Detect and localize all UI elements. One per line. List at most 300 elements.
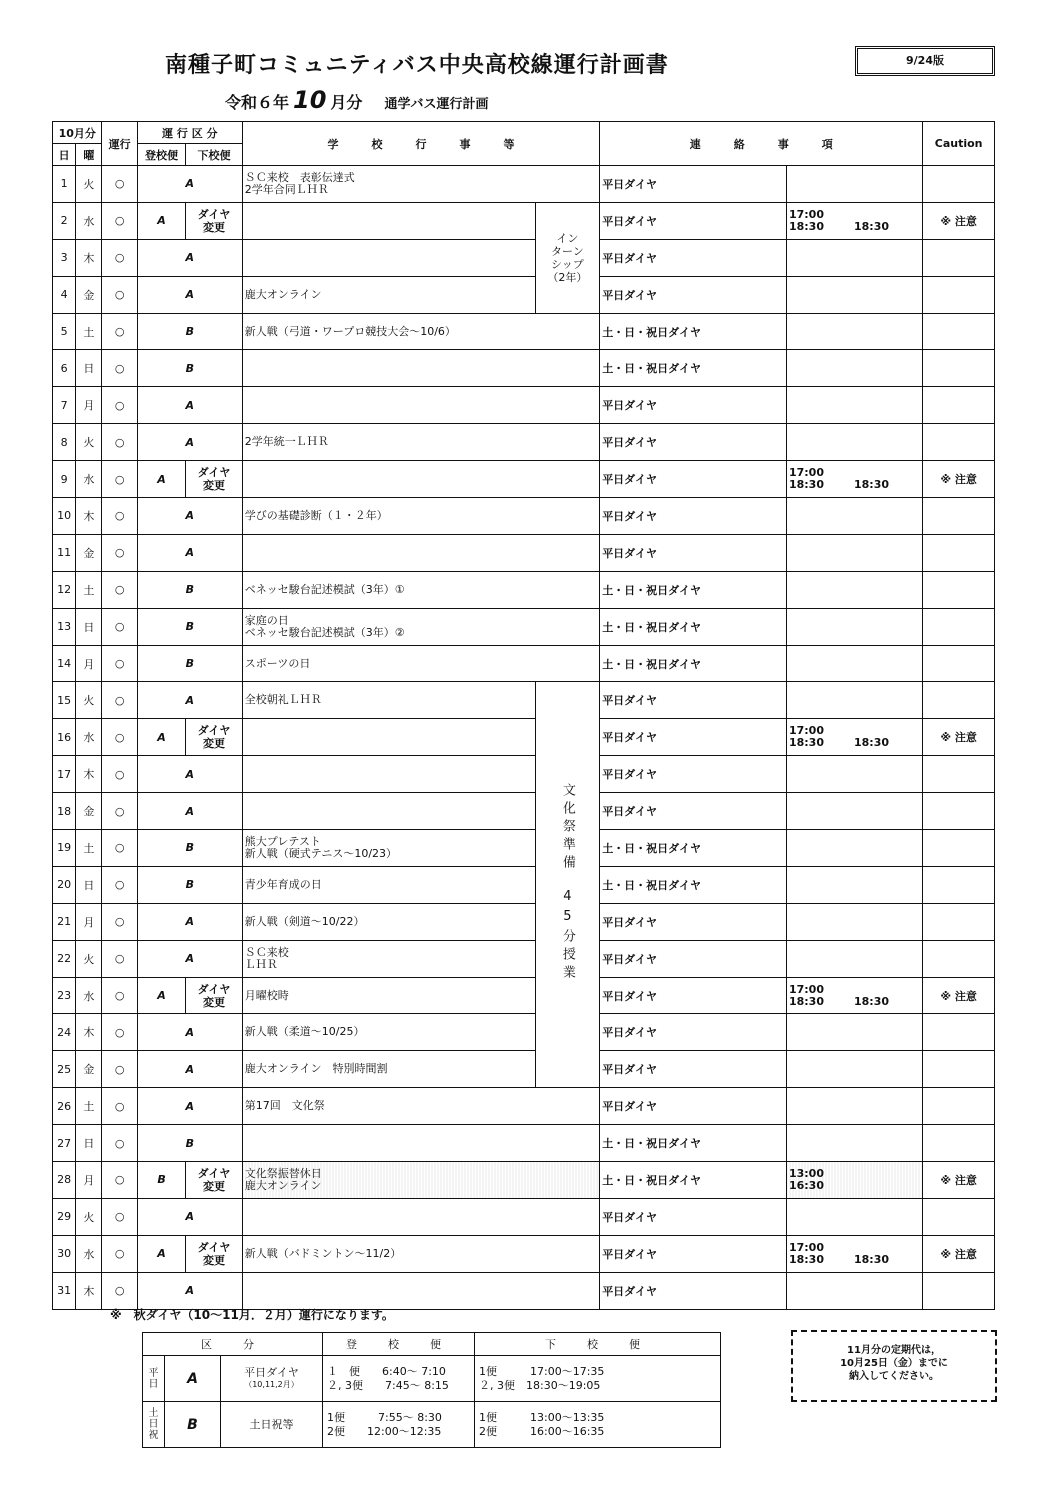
event-cell: 全校朝礼ＬＨＲ — [242, 682, 535, 719]
operation-diagram-cell: 平日ダイヤ — [600, 276, 787, 313]
event-cell: 鹿大オンライン 特別時間割 — [242, 1051, 535, 1088]
event-cell: 学びの基礎診断（１・２年） — [242, 498, 599, 535]
table-row — [53, 424, 995, 461]
operation-diagram-cell: 土・日・祝日ダイヤ — [600, 571, 787, 608]
time-3: 18:30 — [853, 736, 889, 750]
time-1: 17:00 — [788, 207, 824, 221]
event-cell — [242, 719, 535, 756]
table-row — [53, 719, 995, 756]
operation-cell: ○ — [102, 166, 137, 203]
operation-cell: ○ — [102, 534, 137, 571]
caution-cell — [923, 793, 995, 830]
caution-cell — [923, 166, 995, 203]
table-row — [53, 276, 995, 313]
weekday-cell: 木 — [76, 239, 102, 276]
table-row — [53, 239, 995, 276]
caution-cell: ※ 注意 — [923, 1162, 995, 1199]
timetable-months: （10,11,2月） — [244, 1379, 299, 1389]
time-note-cell — [786, 350, 922, 387]
time-note-cell — [786, 1125, 922, 1162]
weekday-cell: 月 — [76, 387, 102, 424]
event-cell: 月曜校時 — [242, 977, 535, 1014]
schedule-change-cell: ダイヤ 変更 — [186, 977, 243, 1014]
caution-cell — [923, 645, 995, 682]
timetable-up-cell — [323, 1356, 475, 1402]
operation-cell: ○ — [102, 866, 137, 903]
event-cell — [242, 756, 535, 793]
service-class-cell: A — [137, 276, 242, 313]
service-class-cell: A — [137, 719, 185, 756]
subtitle-suffix: 月分 — [330, 93, 363, 112]
service-class-cell: A — [137, 903, 242, 940]
operation-diagram-cell: 平日ダイヤ — [600, 1014, 787, 1051]
service-class-cell: A — [137, 239, 242, 276]
day-cell: 10 — [53, 498, 76, 535]
table-row — [53, 1272, 995, 1309]
weekday-cell: 土 — [76, 313, 102, 350]
table-row — [53, 645, 995, 682]
caution-cell: ※ 注意 — [923, 461, 995, 498]
operation-diagram-cell: 平日ダイヤ — [600, 239, 787, 276]
timetable-day-label: 平 日 — [143, 1356, 165, 1402]
day-cell: 14 — [53, 645, 76, 682]
day-cell: 9 — [53, 461, 76, 498]
weekday-cell: 土 — [76, 1088, 102, 1125]
event-cell — [242, 461, 599, 498]
operation-cell: ○ — [102, 461, 137, 498]
day-cell: 22 — [53, 940, 76, 977]
caution-cell — [923, 424, 995, 461]
operation-diagram-cell: 平日ダイヤ — [600, 498, 787, 535]
event-cell: 家庭の日 ベネッセ駿台記述模試（3年）② — [242, 608, 599, 645]
time-note-cell — [786, 313, 922, 350]
service-class-cell: B — [137, 313, 242, 350]
caution-cell — [923, 313, 995, 350]
table-row — [53, 866, 995, 903]
operation-diagram-cell: 平日ダイヤ — [600, 756, 787, 793]
time-note-cell — [786, 461, 922, 498]
caution-cell — [923, 1014, 995, 1051]
time-note-cell — [786, 1162, 922, 1199]
time-2: 18:30 — [788, 994, 824, 1008]
timetable-group: A — [165, 1356, 221, 1402]
caution-cell: ※ 注意 — [923, 1235, 995, 1272]
caution-cell — [923, 498, 995, 535]
event-cell: 2学年統一ＬＨＲ — [242, 424, 599, 461]
caution-cell: ※ 注意 — [923, 719, 995, 756]
caution-cell: ※ 注意 — [923, 202, 995, 239]
subtitle-era: 令和６年 — [225, 93, 290, 112]
caution-cell: ※ 注意 — [923, 977, 995, 1014]
timetable-down-cell — [475, 1356, 721, 1402]
event-cell: 文化祭振替休日 鹿大オンライン — [242, 1162, 599, 1199]
weekday-cell: 水 — [76, 719, 102, 756]
time-3: 18:30 — [853, 1252, 889, 1266]
time-note-cell — [786, 756, 922, 793]
service-class-cell: B — [137, 645, 242, 682]
service-class-cell: A — [137, 461, 185, 498]
day-cell: 5 — [53, 313, 76, 350]
weekday-cell: 日 — [76, 608, 102, 645]
operation-diagram-cell: 土・日・祝日ダイヤ — [600, 313, 787, 350]
service-class-cell: A — [137, 387, 242, 424]
day-cell: 20 — [53, 866, 76, 903]
table-row — [53, 1051, 995, 1088]
school-events-header: 学 校 行 事 等 — [242, 122, 599, 166]
operation-cell: ○ — [102, 682, 137, 719]
service-class-cell: B — [137, 608, 242, 645]
weekday-cell: 水 — [76, 977, 102, 1014]
table-row — [53, 608, 995, 645]
operation-diagram-cell: 平日ダイヤ — [600, 682, 787, 719]
service-class-cell: A — [137, 1272, 242, 1309]
commuter-pass-notice: 11月分の定期代は， 10月25日（金）までに 納入してください。 — [791, 1330, 997, 1402]
time-note-cell — [786, 608, 922, 645]
weekday-cell: 火 — [76, 940, 102, 977]
month-header: 10月分 — [53, 122, 102, 144]
up-trip: １ 便 6:40～ 7:10 — [327, 1364, 446, 1378]
time-note-cell — [786, 534, 922, 571]
day-cell: 15 — [53, 682, 76, 719]
weekday-cell: 火 — [76, 1198, 102, 1235]
table-row — [53, 1088, 995, 1125]
operation-cell: ○ — [102, 1088, 137, 1125]
weekday-cell: 日 — [76, 350, 102, 387]
time-note-cell — [786, 866, 922, 903]
time-note-cell — [786, 387, 922, 424]
weekday-cell: 木 — [76, 1014, 102, 1051]
service-class-cell: A — [137, 424, 242, 461]
caution-cell — [923, 756, 995, 793]
bus-timetable — [142, 1332, 721, 1448]
weekday-cell: 土 — [76, 830, 102, 867]
operation-diagram-cell: 平日ダイヤ — [600, 719, 787, 756]
monthly-schedule-table — [52, 121, 995, 1310]
service-class-cell: A — [137, 682, 242, 719]
table-row — [53, 1198, 995, 1235]
day-cell: 24 — [53, 1014, 76, 1051]
festival-class-text: 45分授業 — [559, 889, 575, 984]
internship-note: イン ターン シップ （2年） — [535, 202, 600, 313]
time-2: 18:30 — [788, 736, 824, 750]
event-cell: 青少年育成の日 — [242, 866, 535, 903]
weekday-cell: 金 — [76, 1051, 102, 1088]
service-class-cell: B — [137, 571, 242, 608]
event-cell — [242, 1272, 599, 1309]
operation-diagram-cell: 土・日・祝日ダイヤ — [600, 645, 787, 682]
day-cell: 29 — [53, 1198, 76, 1235]
operation-diagram-cell: 平日ダイヤ — [600, 424, 787, 461]
caution-cell — [923, 1125, 995, 1162]
subtitle-kind: 通学バス運行計画 — [384, 97, 489, 112]
service-class-cell: A — [137, 1051, 242, 1088]
operation-diagram-cell: 平日ダイヤ — [600, 1198, 787, 1235]
table-row — [53, 756, 995, 793]
table-row — [53, 903, 995, 940]
event-cell — [242, 202, 535, 239]
time-note-cell — [786, 1014, 922, 1051]
operation-cell: ○ — [102, 498, 137, 535]
service-class-cell: B — [137, 1125, 242, 1162]
weekday-cell: 木 — [76, 1272, 102, 1309]
day-cell: 17 — [53, 756, 76, 793]
service-class-cell: A — [137, 1235, 185, 1272]
event-cell — [242, 350, 599, 387]
time-3: 18:30 — [853, 219, 889, 233]
operation-cell: ○ — [102, 1162, 137, 1199]
weekday-cell: 水 — [76, 1235, 102, 1272]
timetable-row — [143, 1356, 721, 1402]
event-cell: スポーツの日 — [242, 645, 599, 682]
time-2: 18:30 — [788, 219, 824, 233]
caution-cell — [923, 571, 995, 608]
time-note-cell — [786, 682, 922, 719]
event-cell: 鹿大オンライン — [242, 276, 535, 313]
service-class-cell: A — [137, 1014, 242, 1051]
operation-header: 運行 — [102, 122, 137, 166]
day-cell: 6 — [53, 350, 76, 387]
weekday-cell: 金 — [76, 276, 102, 313]
page-title: 南種子町コミュニティバス中央高校線運行計画書 — [165, 53, 669, 78]
operation-cell: ○ — [102, 350, 137, 387]
day-cell: 18 — [53, 793, 76, 830]
event-cell: 新人戦（バドミントン～11/2） — [242, 1235, 599, 1272]
version-badge: 9/24版 — [855, 46, 995, 76]
time-note-cell — [786, 793, 922, 830]
down-trip: 2便 16:00～16:35 — [479, 1424, 605, 1438]
service-class-header: 運 行 区 分 — [137, 122, 242, 144]
event-cell: ＳＣ来校 ＬＨＲ — [242, 940, 535, 977]
service-class-cell: A — [137, 940, 242, 977]
operation-cell: ○ — [102, 977, 137, 1014]
timetable-name-cell — [221, 1402, 323, 1448]
service-class-cell: B — [137, 350, 242, 387]
service-class-cell: A — [137, 1198, 242, 1235]
operation-cell: ○ — [102, 424, 137, 461]
morning-header: 登校便 — [137, 144, 185, 166]
caution-cell — [923, 1051, 995, 1088]
weekday-cell: 日 — [76, 866, 102, 903]
timetable-down-header: 下 校 便 — [475, 1333, 721, 1356]
time-note-cell — [786, 571, 922, 608]
event-cell: 新人戦（弓道・ワープロ競技大会～10/6） — [242, 313, 599, 350]
season-note: ※ 秋ダイヤ（10～11月．２月）運行になります。 — [110, 1308, 394, 1322]
day-cell: 13 — [53, 608, 76, 645]
time-note-cell — [786, 424, 922, 461]
time-note-cell — [786, 903, 922, 940]
table-row — [53, 571, 995, 608]
schedule-change-cell: ダイヤ 変更 — [186, 461, 243, 498]
operation-cell: ○ — [102, 608, 137, 645]
time-note-cell — [786, 1272, 922, 1309]
event-cell — [242, 1125, 599, 1162]
time-note-cell — [786, 276, 922, 313]
festival-prep-text: 文化祭準備 — [559, 783, 575, 874]
afternoon-header: 下校便 — [186, 144, 243, 166]
operation-diagram-cell: 平日ダイヤ — [600, 1272, 787, 1309]
operation-diagram-cell: 土・日・祝日ダイヤ — [600, 608, 787, 645]
down-trip: ２, 3便 18:30～19:05 — [479, 1378, 601, 1392]
caution-cell — [923, 682, 995, 719]
time-note-cell — [786, 977, 922, 1014]
subtitle — [225, 86, 488, 114]
timetable-class-header: 区 分 — [143, 1333, 323, 1356]
caution-cell — [923, 276, 995, 313]
up-trip: 1便 7:55～ 8:30 — [327, 1410, 442, 1424]
operation-diagram-cell: 土・日・祝日ダイヤ — [600, 830, 787, 867]
operation-cell: ○ — [102, 387, 137, 424]
day-cell: 11 — [53, 534, 76, 571]
service-class-cell: A — [137, 1088, 242, 1125]
operation-cell: ○ — [102, 239, 137, 276]
time-3: 18:30 — [853, 478, 889, 492]
operation-cell: ○ — [102, 1051, 137, 1088]
event-cell — [242, 239, 535, 276]
service-class-cell: A — [137, 498, 242, 535]
operation-diagram-cell: 平日ダイヤ — [600, 534, 787, 571]
down-trip: 1便 13:00～13:35 — [479, 1410, 605, 1424]
table-row — [53, 1235, 995, 1272]
day-cell: 1 — [53, 166, 76, 203]
event-cell — [242, 1198, 599, 1235]
subtitle-month: 10 — [293, 86, 327, 114]
down-trip: 1便 17:00～17:35 — [479, 1364, 605, 1378]
event-cell: ＳＣ来校 表彰伝達式 2学年合同ＬＨＲ — [242, 166, 599, 203]
operation-diagram-cell: 土・日・祝日ダイヤ — [600, 1125, 787, 1162]
event-cell: ベネッセ駿台記述模試（3年）① — [242, 571, 599, 608]
weekday-cell: 金 — [76, 534, 102, 571]
event-cell — [242, 387, 599, 424]
operation-diagram-cell: 平日ダイヤ — [600, 1051, 787, 1088]
table-row — [53, 940, 995, 977]
operation-cell: ○ — [102, 313, 137, 350]
day-cell: 30 — [53, 1235, 76, 1272]
day-cell: 16 — [53, 719, 76, 756]
time-2: 18:30 — [788, 1252, 824, 1266]
caution-cell — [923, 239, 995, 276]
table-row — [53, 461, 995, 498]
time-1: 17:00 — [788, 982, 824, 996]
table-row — [53, 1014, 995, 1051]
service-class-cell: A — [137, 534, 242, 571]
caution-header: Caution — [923, 122, 995, 166]
operation-diagram-cell: 平日ダイヤ — [600, 940, 787, 977]
weekday-cell: 水 — [76, 461, 102, 498]
day-cell: 27 — [53, 1125, 76, 1162]
schedule-change-cell: ダイヤ 変更 — [186, 1162, 243, 1199]
time-note-cell — [786, 940, 922, 977]
operation-diagram-cell: 平日ダイヤ — [600, 903, 787, 940]
operation-diagram-cell: 平日ダイヤ — [600, 461, 787, 498]
time-1: 17:00 — [788, 724, 824, 738]
time-2: 16:30 — [788, 1178, 824, 1192]
operation-cell: ○ — [102, 1235, 137, 1272]
weekday-cell: 土 — [76, 571, 102, 608]
time-note-cell — [786, 1051, 922, 1088]
caution-cell — [923, 387, 995, 424]
table-row — [53, 977, 995, 1014]
timetable-name: 土日祝等 — [249, 1417, 294, 1431]
time-1: 17:00 — [788, 1240, 824, 1254]
operation-cell: ○ — [102, 793, 137, 830]
operation-diagram-cell: 土・日・祝日ダイヤ — [600, 350, 787, 387]
table-row — [53, 534, 995, 571]
service-class-cell: A — [137, 793, 242, 830]
time-3: 18:30 — [853, 994, 889, 1008]
operation-cell: ○ — [102, 1272, 137, 1309]
caution-cell — [923, 534, 995, 571]
day-cell: 4 — [53, 276, 76, 313]
day-cell: 21 — [53, 903, 76, 940]
operation-cell: ○ — [102, 756, 137, 793]
service-class-cell: B — [137, 1162, 185, 1199]
operation-cell: ○ — [102, 940, 137, 977]
weekday-cell: 木 — [76, 498, 102, 535]
service-class-cell: A — [137, 756, 242, 793]
caution-cell — [923, 350, 995, 387]
event-cell — [242, 534, 599, 571]
time-note-cell — [786, 202, 922, 239]
up-trip: 2便 12:00～12:35 — [327, 1424, 442, 1438]
operation-cell: ○ — [102, 719, 137, 756]
contact-header: 連 絡 事 項 — [600, 122, 923, 166]
time-note-cell — [786, 645, 922, 682]
day-cell: 25 — [53, 1051, 76, 1088]
day-header: 日 — [53, 144, 76, 166]
day-cell: 3 — [53, 239, 76, 276]
time-note-cell — [786, 719, 922, 756]
caution-cell — [923, 866, 995, 903]
table-row — [53, 387, 995, 424]
table-row — [53, 498, 995, 535]
weekday-header: 曜 — [76, 144, 102, 166]
timetable-up-cell — [323, 1402, 475, 1448]
table-row — [53, 202, 995, 239]
time-note-cell — [786, 239, 922, 276]
caution-cell — [923, 940, 995, 977]
timetable-name: 平日ダイヤ — [244, 1365, 299, 1379]
operation-cell: ○ — [102, 903, 137, 940]
operation-cell: ○ — [102, 645, 137, 682]
caution-cell — [923, 1198, 995, 1235]
operation-diagram-cell: 平日ダイヤ — [600, 793, 787, 830]
weekday-cell: 月 — [76, 1162, 102, 1199]
day-cell: 26 — [53, 1088, 76, 1125]
time-1: 13:00 — [788, 1166, 824, 1180]
operation-cell: ○ — [102, 276, 137, 313]
weekday-cell: 火 — [76, 682, 102, 719]
operation-cell: ○ — [102, 1198, 137, 1235]
day-cell: 19 — [53, 830, 76, 867]
table-row — [53, 682, 995, 719]
timetable-group: B — [165, 1402, 221, 1448]
time-note-cell — [786, 1198, 922, 1235]
operation-diagram-cell: 土・日・祝日ダイヤ — [600, 1162, 787, 1199]
event-cell: 新人戦（剣道～10/22） — [242, 903, 535, 940]
day-cell: 31 — [53, 1272, 76, 1309]
event-cell: 熊大プレテスト 新人戦（硬式テニス～10/23） — [242, 830, 535, 867]
table-row — [53, 1125, 995, 1162]
service-class-cell: A — [137, 977, 185, 1014]
day-cell: 8 — [53, 424, 76, 461]
schedule-change-cell: ダイヤ 変更 — [186, 719, 243, 756]
schedule-change-cell: ダイヤ 変更 — [186, 202, 243, 239]
operation-cell: ○ — [102, 1125, 137, 1162]
event-cell — [242, 793, 535, 830]
time-note-cell — [786, 1235, 922, 1272]
table-row — [53, 1162, 995, 1199]
caution-cell — [923, 608, 995, 645]
